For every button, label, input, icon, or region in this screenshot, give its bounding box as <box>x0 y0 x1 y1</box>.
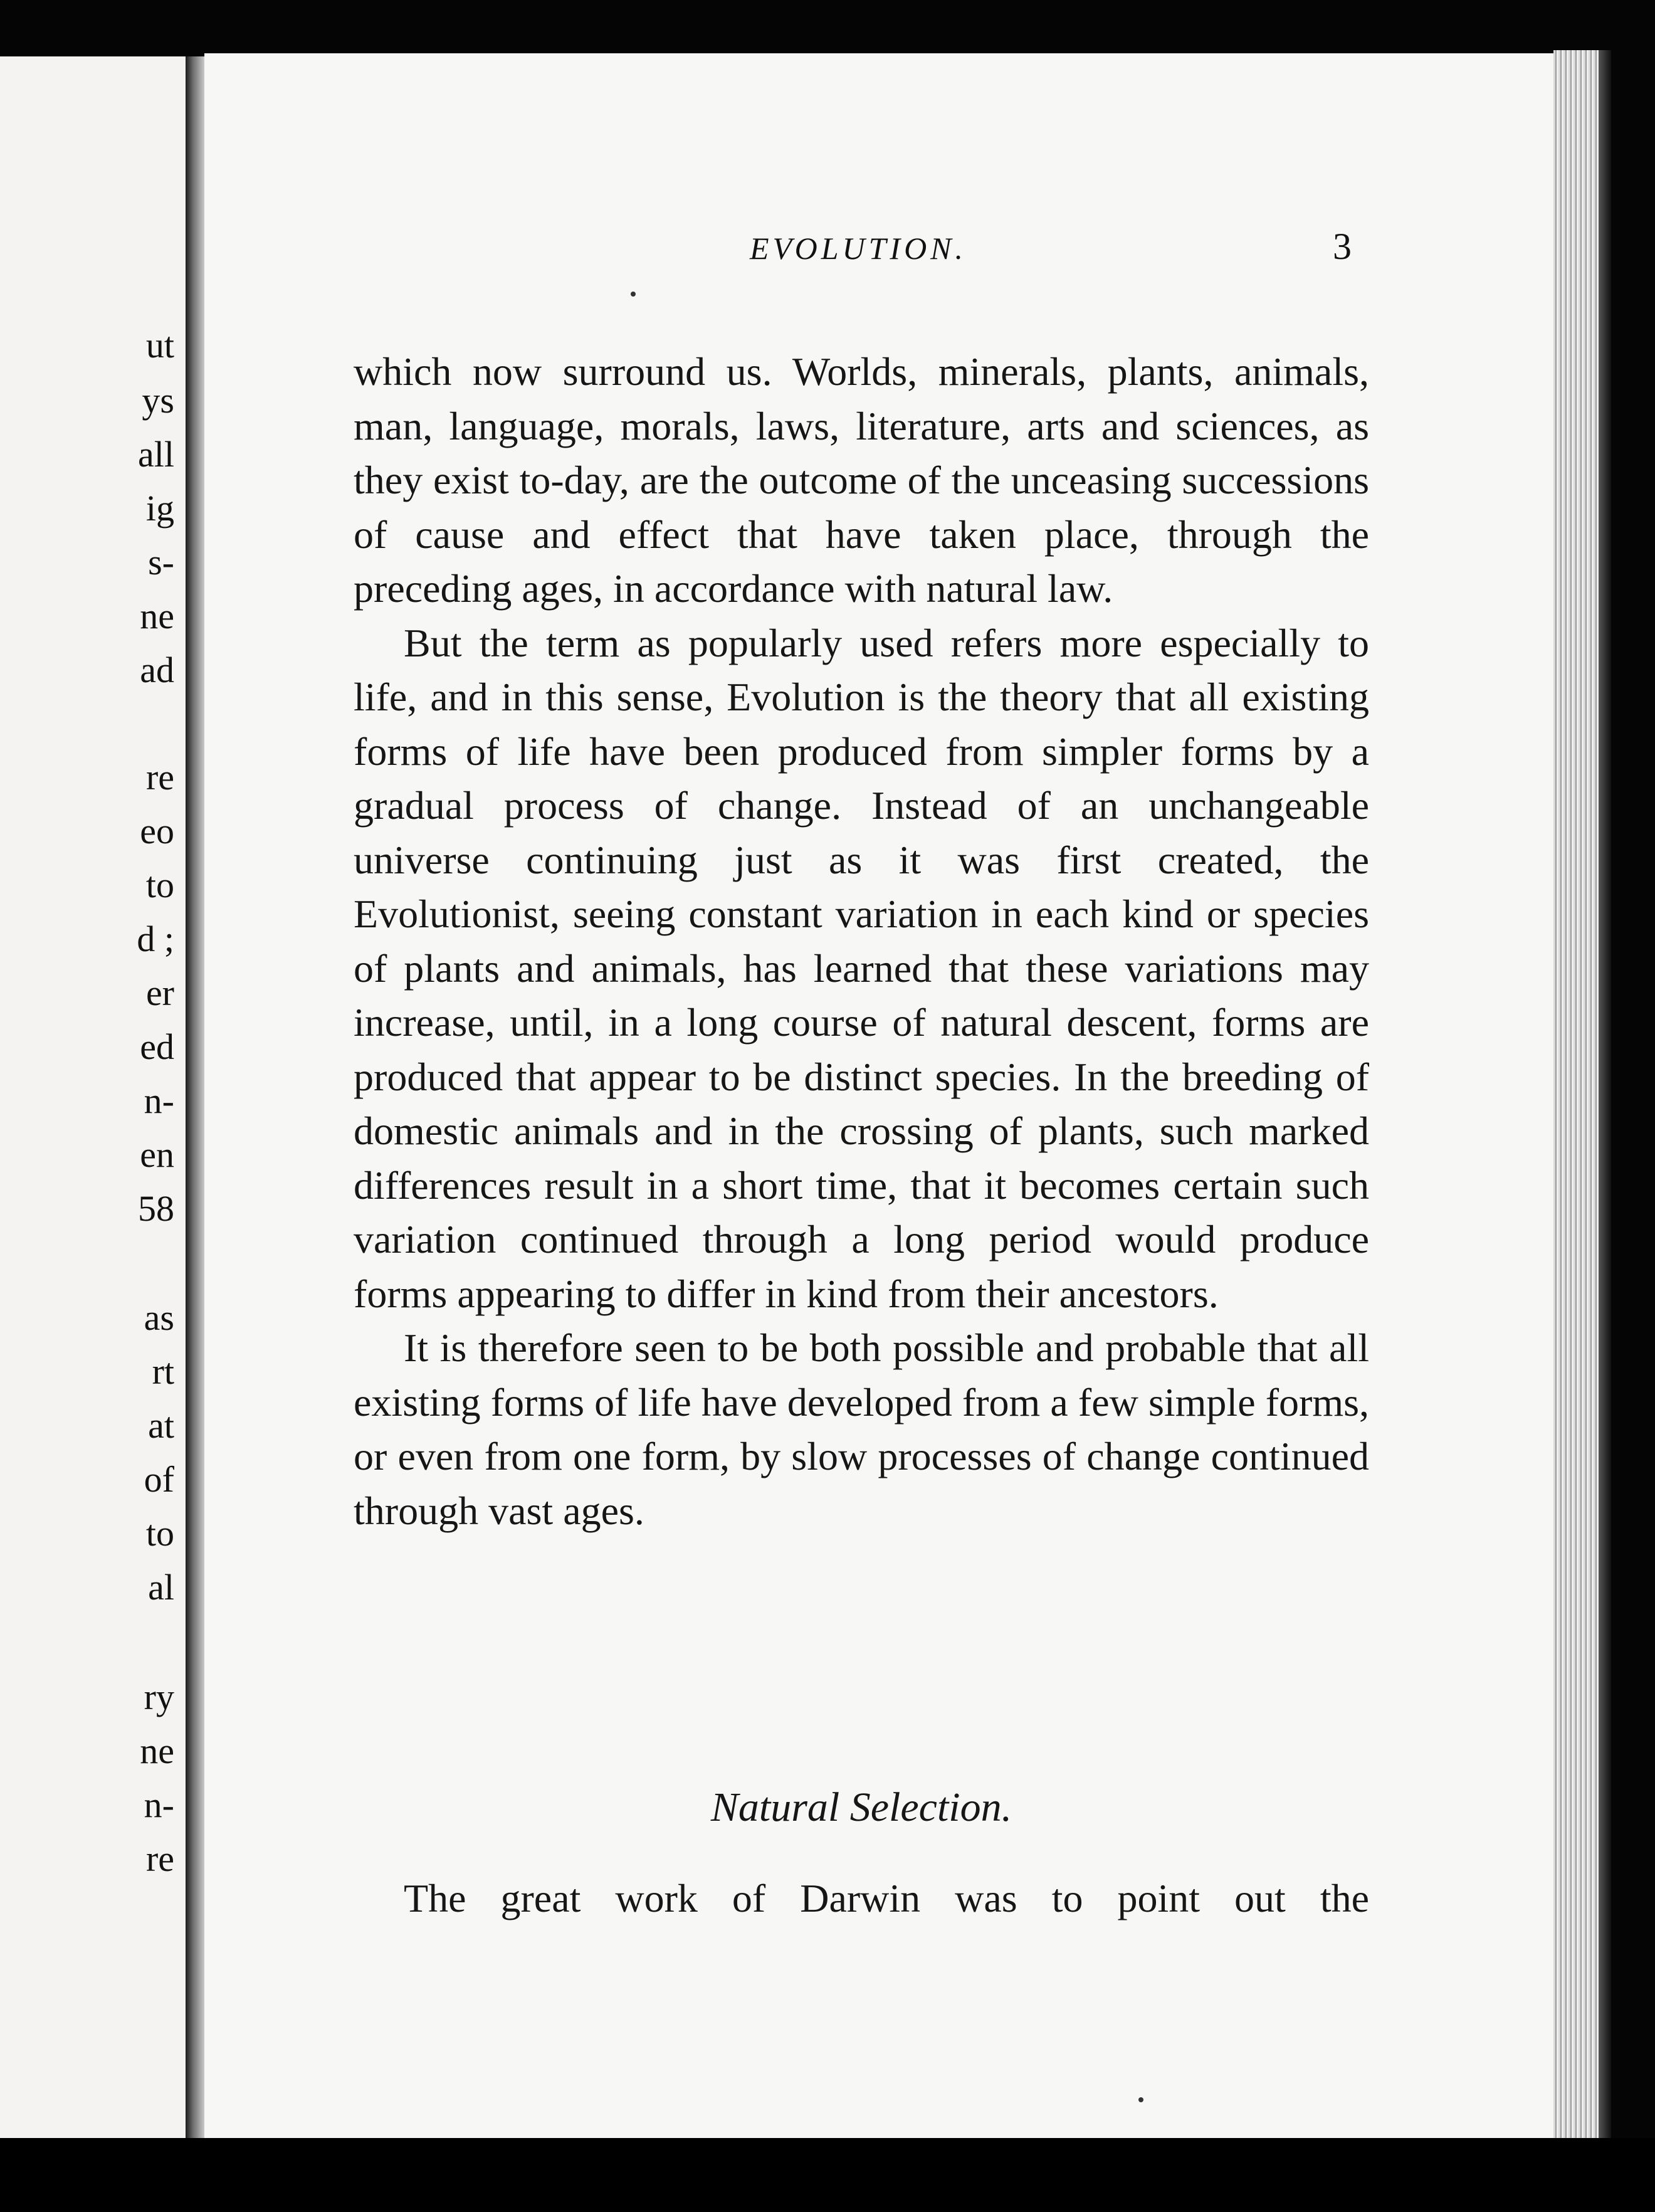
previous-page-fragment: ys <box>142 380 174 421</box>
page-number: 3 <box>1333 226 1352 267</box>
paragraph: which now surround us. Worlds, minerals, plants, animals, man, language, morals, laws, literature, arts and sciences, as they exist to-day, are the outcome of the unceasing successions of cause and effect that have taken place, through the preceding ages, in accordance with natural law. <box>354 349 1369 611</box>
previous-page-fragment: ry <box>144 1677 174 1717</box>
body-text <box>354 345 1369 2006</box>
previous-page-fragment: rt <box>152 1351 174 1392</box>
previous-page-fragment: al <box>148 1567 174 1608</box>
previous-page-fragment: re <box>145 1838 174 1879</box>
previous-page-fragment: at <box>148 1405 174 1446</box>
previous-page-fragment: er <box>145 972 174 1013</box>
previous-page-fragment: as <box>144 1297 174 1338</box>
paragraph: It is therefore seen to be both possible and probable that all existing forms of life have developed from a few simple forms, or even from one form, by slow processes of change continued through vast ages. <box>354 1325 1369 1533</box>
ink-speck <box>1138 2097 1143 2102</box>
paragraph: But the term as popularly used refers more especially to life, and in this sense, Evolution is the theory that all existing forms of life have been produced from simpler forms by a gradual process of change. Instead of an unchangeable universe continuing just as it was first created, the Evolutionist, seeing constant variation in each kind or species of plants and animals, has learned that these variations may increase, until, in a long course of natural descent, forms are produced that appear to be distinct species. In the breeding of domestic animals and in the crossing of plants, such marked differences result in a short time, that it becomes certain such variation continued through a long period would produce forms appearing to differ in kind from their ancestors. <box>354 620 1369 1316</box>
previous-page-fragment: re <box>145 757 174 798</box>
previous-page-fragment: s- <box>148 542 174 582</box>
previous-page-fragment: d ; <box>137 919 174 959</box>
previous-page-fragment: of <box>144 1459 174 1500</box>
previous-page-fragment: all <box>138 434 174 475</box>
previous-page-fragment: n- <box>144 1784 174 1825</box>
scan-background <box>0 2138 1655 2212</box>
section-heading: Natural Selection. <box>710 1784 1012 1830</box>
previous-page-fragment: ne <box>140 596 174 636</box>
previous-page-fragment: ad <box>140 650 174 690</box>
page-block-shadow <box>1599 50 1611 2144</box>
running-head: EVOLUTION. <box>750 231 967 266</box>
page-block-edges <box>1553 50 1599 2144</box>
previous-page-fragment: to <box>145 865 174 905</box>
book-page <box>204 53 1553 2138</box>
previous-page-fragment: eo <box>140 811 174 851</box>
previous-page-fragment: 58 <box>138 1188 174 1229</box>
book-gutter <box>186 56 204 2144</box>
paragraph-start: The great work of Darwin was to point out the <box>404 1876 1369 1920</box>
previous-page-fragment: n- <box>144 1080 174 1121</box>
ink-speck <box>631 292 636 297</box>
previous-page-fragment: ne <box>140 1730 174 1771</box>
previous-page-fragment: ed <box>140 1026 174 1067</box>
previous-page-fragment: en <box>140 1134 174 1175</box>
previous-page-fragment: ig <box>145 488 174 529</box>
previous-page-fragment: to <box>145 1513 174 1554</box>
previous-page-fragment: ut <box>145 325 174 366</box>
previous-page-edge <box>0 56 186 2144</box>
